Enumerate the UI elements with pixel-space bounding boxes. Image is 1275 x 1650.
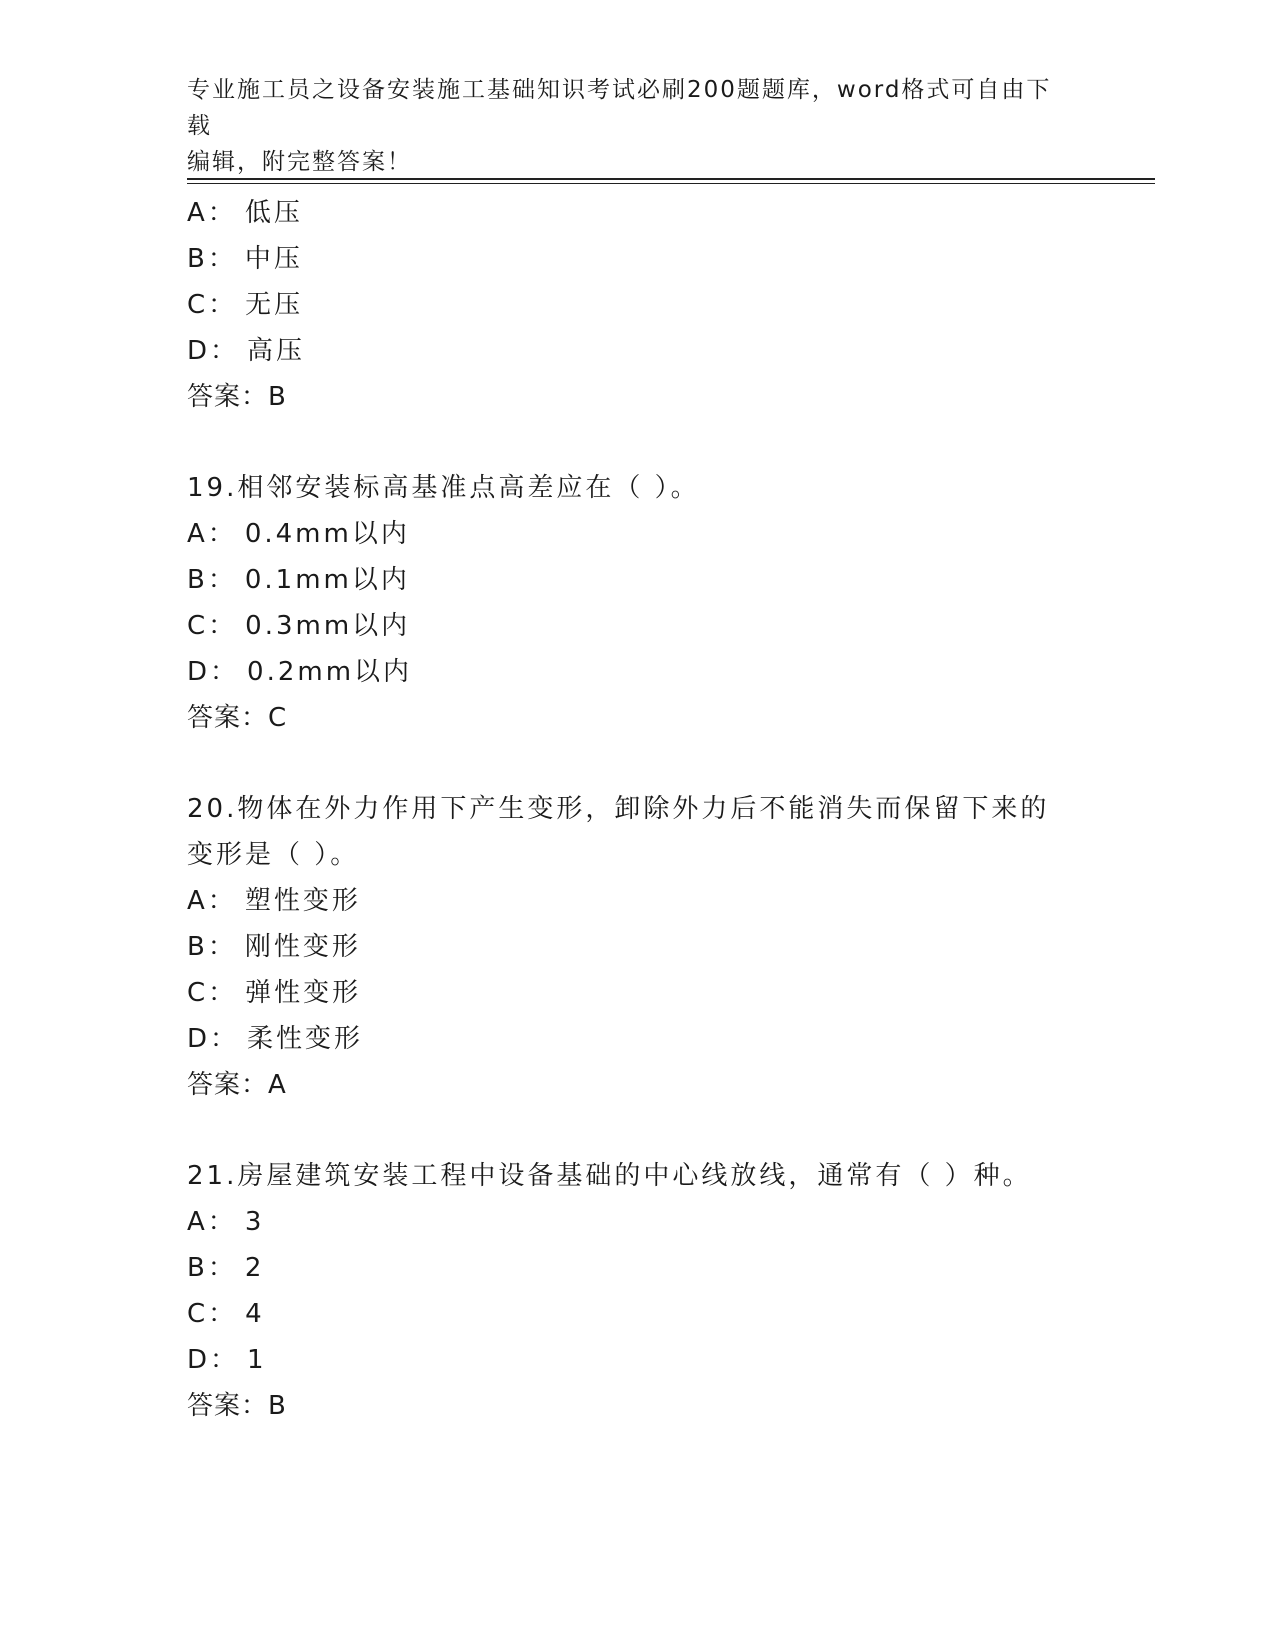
option-b: B： 2 [187,1253,265,1283]
option-b: B： 刚性变形 [187,932,361,962]
option-a: A： 低压 [187,198,303,228]
answer-line: 答案：B [187,382,287,412]
header-title-line2: 编辑，附完整答案！ [187,149,412,175]
option-a: A： 塑性变形 [187,886,361,916]
option-a: A： 3 [187,1207,265,1237]
answer-line: 答案：A [187,1070,287,1100]
option-d: D： 1 [187,1345,267,1375]
option-b: B： 中压 [187,244,303,274]
option-c: C： 无压 [187,290,304,320]
option-d: D： 高压 [187,336,306,366]
header-divider-thin [187,183,1155,184]
document-header [187,72,1067,180]
question-list [187,190,1087,1429]
answer-line: 答案：B [187,1391,287,1421]
option-c: C： 4 [187,1299,265,1329]
question-18 [187,190,1087,420]
option-c: C： 弹性变形 [187,978,362,1008]
option-a: A： 0.4mm以内 [187,519,410,549]
option-b: B： 0.1mm以内 [187,565,410,595]
question-20 [187,786,1087,1108]
question-text: 21.房屋建筑安装工程中设备基础的中心线放线，通常有（ ）种。 [187,1161,1032,1191]
option-c: C： 0.3mm以内 [187,611,411,641]
question-text: 19.相邻安装标高基准点高差应在（ ）。 [187,473,700,503]
header-divider-thick [187,178,1155,180]
header-title-line1: 专业施工员之设备安装施工基础知识考试必刷200题题库，word格式可自由下载 [187,77,1052,139]
question-text: 20.物体在外力作用下产生变形，卸除外力后不能消失而保留下来的变形是（ ）。 [187,794,1050,870]
option-d: D： 0.2mm以内 [187,657,413,687]
option-d: D： 柔性变形 [187,1024,364,1054]
question-19 [187,465,1087,741]
question-21 [187,1153,1087,1429]
answer-line: 答案：C [187,703,288,733]
